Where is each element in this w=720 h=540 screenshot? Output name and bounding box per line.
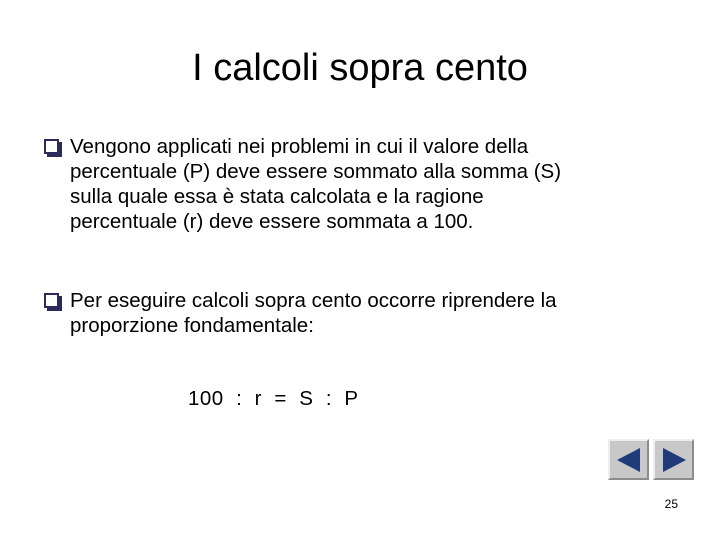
square-bullet-icon [44, 293, 59, 308]
bullet-row [44, 134, 684, 234]
proportion-formula: 100 : r = S : P [188, 387, 359, 410]
page-number: 25 [664, 497, 678, 511]
square-bullet-icon [44, 139, 59, 154]
bullet-line: Per eseguire calcoli sopra cento occorre riprendere la [70, 289, 557, 312]
bullet-row [44, 288, 684, 338]
bullet-line: percentuale (r) deve essere sommata a 100. [70, 210, 474, 233]
slide-title: I calcoli sopra cento [192, 47, 528, 89]
bullet-line: sulla quale essa è stata calcolata e la ragione [70, 185, 484, 208]
bullet-line: Vengono applicati nei problemi in cui il valore della [70, 135, 529, 158]
triangle-left-icon [614, 445, 644, 475]
bullet-item [44, 134, 684, 234]
bullet-line: proporzione fondamentale: [70, 314, 314, 337]
triangle-right-icon [659, 445, 689, 475]
bullet-item [44, 288, 684, 338]
previous-slide-button[interactable] [608, 439, 649, 480]
next-slide-button[interactable] [653, 439, 694, 480]
bullet-line: percentuale (P) deve essere sommato alla somma (S) [70, 160, 562, 183]
